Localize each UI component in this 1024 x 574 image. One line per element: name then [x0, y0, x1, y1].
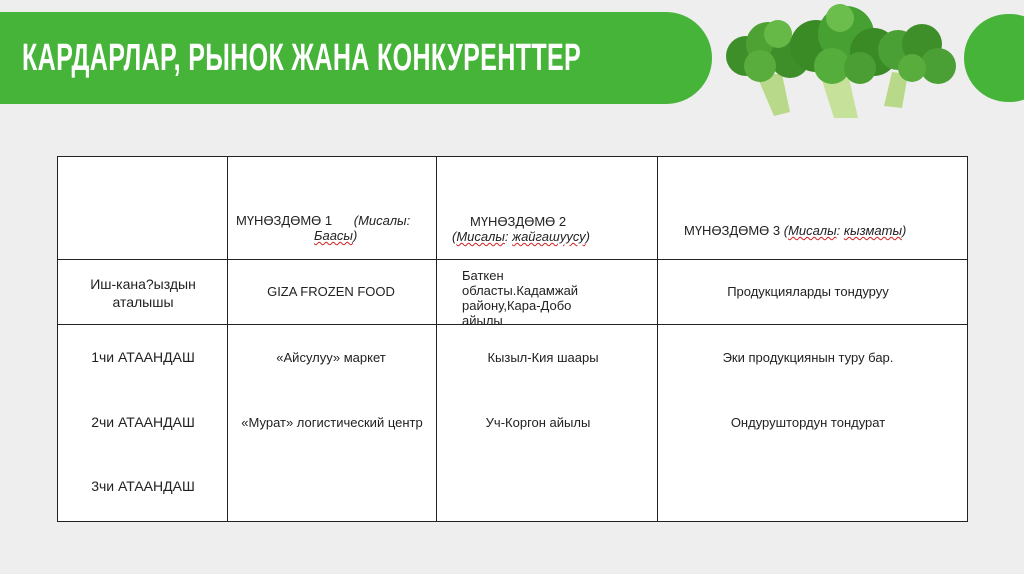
- row-label-company: Иш-кана?ыздын аталышы: [90, 276, 196, 310]
- col-divider: [657, 157, 658, 521]
- header-label: МҮНӨЗДӨМӨ 3: [684, 223, 781, 238]
- row-label-competitor-3: 3чи АТААНДАШ: [91, 478, 195, 494]
- company-characteristic-1: GIZA FROZEN FOOD: [267, 284, 395, 299]
- page-title: КАРДАРЛАР, РЫНОК ЖАНА КОНКУРЕНТТЕР: [22, 37, 582, 79]
- broccoli-right: [878, 24, 956, 108]
- header-characteristic-1: [236, 213, 431, 243]
- header-example: (Мисалы: жайгашуусу): [452, 229, 591, 244]
- row-label-competitor-1: 1чи АТААНДАШ: [91, 349, 195, 365]
- row-divider: [58, 259, 967, 260]
- company-characteristic-2: Баткен областы.Кадамжай району,Кара-Добо айылы: [462, 268, 579, 328]
- header-characteristic-2: [452, 214, 642, 244]
- company-characteristic-3: Продукцияларды тондуруу: [727, 284, 889, 299]
- header-example: (Мисалы:: [353, 213, 411, 228]
- competitors-table: [57, 156, 968, 522]
- header-label: МҮНӨЗДӨМӨ 2: [470, 214, 567, 229]
- competitor-1-characteristic-3: Эки продукциянын туру бар.: [722, 350, 894, 365]
- banner-right-cap: [964, 14, 1024, 102]
- competitor-2-characteristic-2: Уч-Коргон айылы: [485, 415, 591, 430]
- competitor-2-characteristic-3: Ондуруштордун тондурат: [730, 415, 886, 430]
- competitor-1-characteristic-2: Кызыл-Кия шаары: [487, 350, 599, 365]
- col-divider: [227, 157, 228, 521]
- header-characteristic-3: [684, 223, 964, 238]
- competitor-2-characteristic-1: «Мурат» логистический центр: [241, 415, 423, 430]
- header-example: (Мисалы: кызматы): [783, 223, 907, 238]
- competitor-1-characteristic-1: «Айсулуу» маркет: [276, 350, 386, 365]
- col-divider: [436, 157, 437, 521]
- header-example-word: Баасы): [314, 228, 358, 243]
- row-label-competitor-2: 2чи АТААНДАШ: [91, 414, 195, 430]
- broccoli-icon: [716, 4, 960, 124]
- title-banner: [0, 12, 712, 104]
- header-label: МҮНӨЗДӨМӨ 1: [236, 213, 333, 228]
